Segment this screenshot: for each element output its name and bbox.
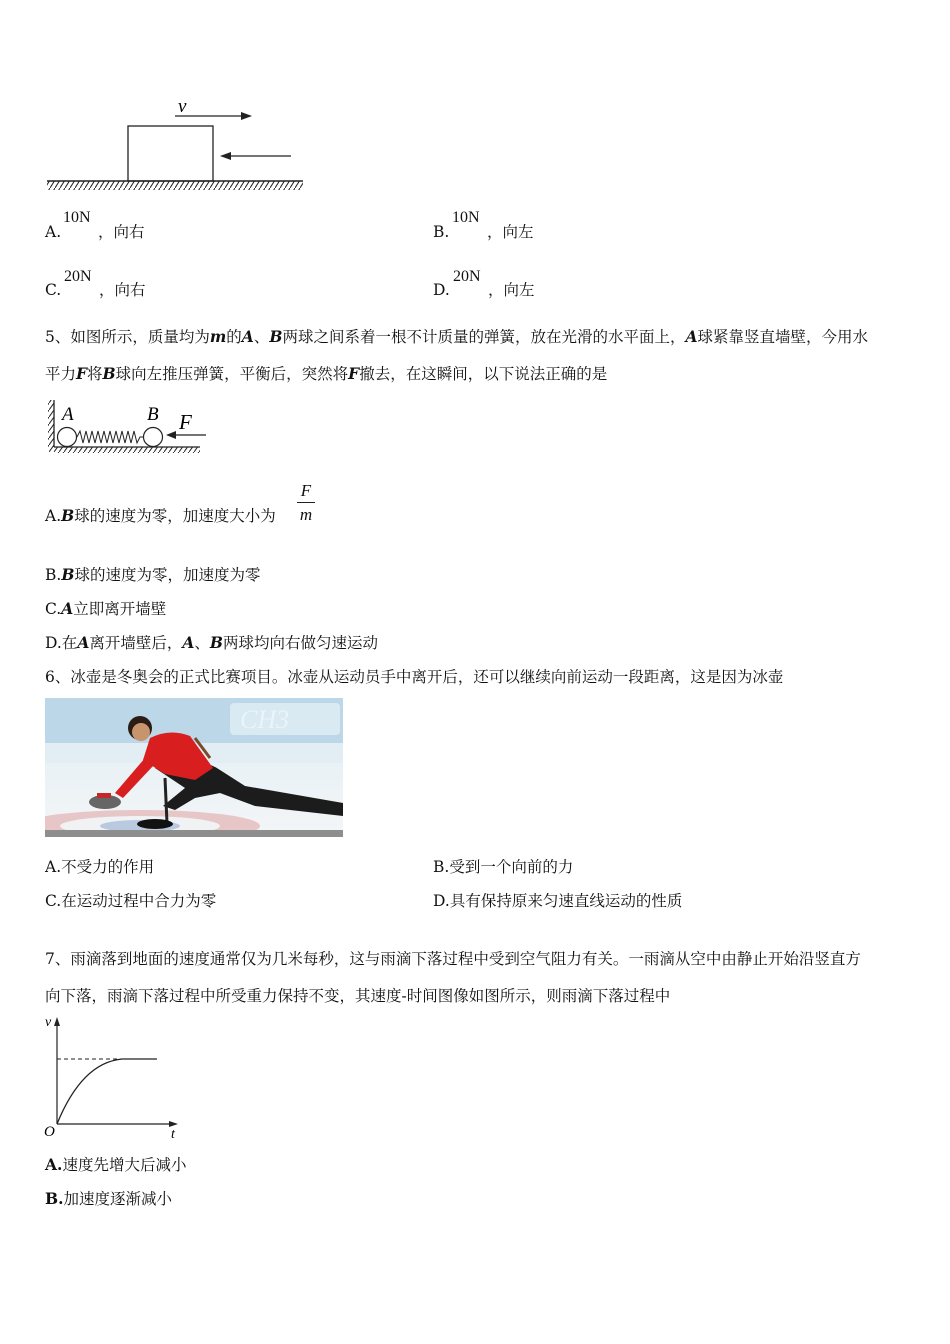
svg-text:A: A <box>62 404 74 425</box>
ball-a <box>58 428 77 447</box>
block <box>128 126 213 181</box>
q5-stem-line1: 5、如图所示，质量均为m的A、B两球之间系着一根不计质量的弹簧，放在光滑的水平面上，A球紧靠竖直墙壁，今用水 <box>45 327 869 346</box>
q6-option-d[interactable]: D.具有保持原来匀速直线运动的性质 <box>433 892 683 910</box>
svg-text:v: v <box>45 1015 52 1030</box>
fraction-f-over-m: F m <box>297 481 315 524</box>
q6-option-a[interactable]: A.不受力的作用 <box>45 858 155 876</box>
ball-b <box>144 428 163 447</box>
svg-text:CH3: CH3 <box>240 705 290 734</box>
spring-balls-figure <box>44 396 210 456</box>
q6-stem: 6、冰壶是冬奥会的正式比赛项目。冰壶从运动员手中离开后，还可以继续向前运动一段距离，这是因为冰壶 <box>45 668 784 686</box>
q7-stem-line2: 向下落，雨滴下落过程中所受重力保持不变，其速度-时间图像如图所示，则雨滴下落过程中 <box>45 987 671 1005</box>
spring <box>77 431 143 443</box>
block-motion-figure <box>40 92 320 192</box>
q7-option-a[interactable]: A.速度先增大后减小 <box>45 1155 187 1174</box>
q6-option-c[interactable]: C.在运动过程中合力为零 <box>45 892 217 910</box>
velocity-time-graph <box>40 1012 190 1142</box>
q5-option-d[interactable]: D.在A离开墙壁后，A、B两球均向右做匀速运动 <box>45 633 379 652</box>
svg-text:B: B <box>147 404 159 425</box>
q6-option-b[interactable]: B.受到一个向前的力 <box>433 858 574 876</box>
q5-stem-line2: 平力F将B球向左推压弹簧，平衡后，突然将F撤去，在这瞬间，以下说法正确的是 <box>45 364 608 383</box>
velocity-curve <box>57 1059 157 1124</box>
velocity-label: v <box>178 96 187 117</box>
svg-text:t: t <box>171 1127 175 1142</box>
svg-text:F: F <box>179 410 192 434</box>
q7-option-b[interactable]: B.加速度逐渐减小 <box>45 1189 173 1208</box>
svg-text:O: O <box>44 1124 55 1140</box>
q5-option-c[interactable]: C.A立即离开墙壁 <box>45 599 167 618</box>
curling-photo <box>45 698 343 837</box>
q5-option-b[interactable]: B.B球的速度为零，加速度为零 <box>45 565 261 584</box>
q7-stem-line1: 7、雨滴落到地面的速度通常仅为几米每秒，这与雨滴下落过程中受到空气阻力有关。一雨滴从空中由静止开始沿竖直方 <box>45 950 861 968</box>
